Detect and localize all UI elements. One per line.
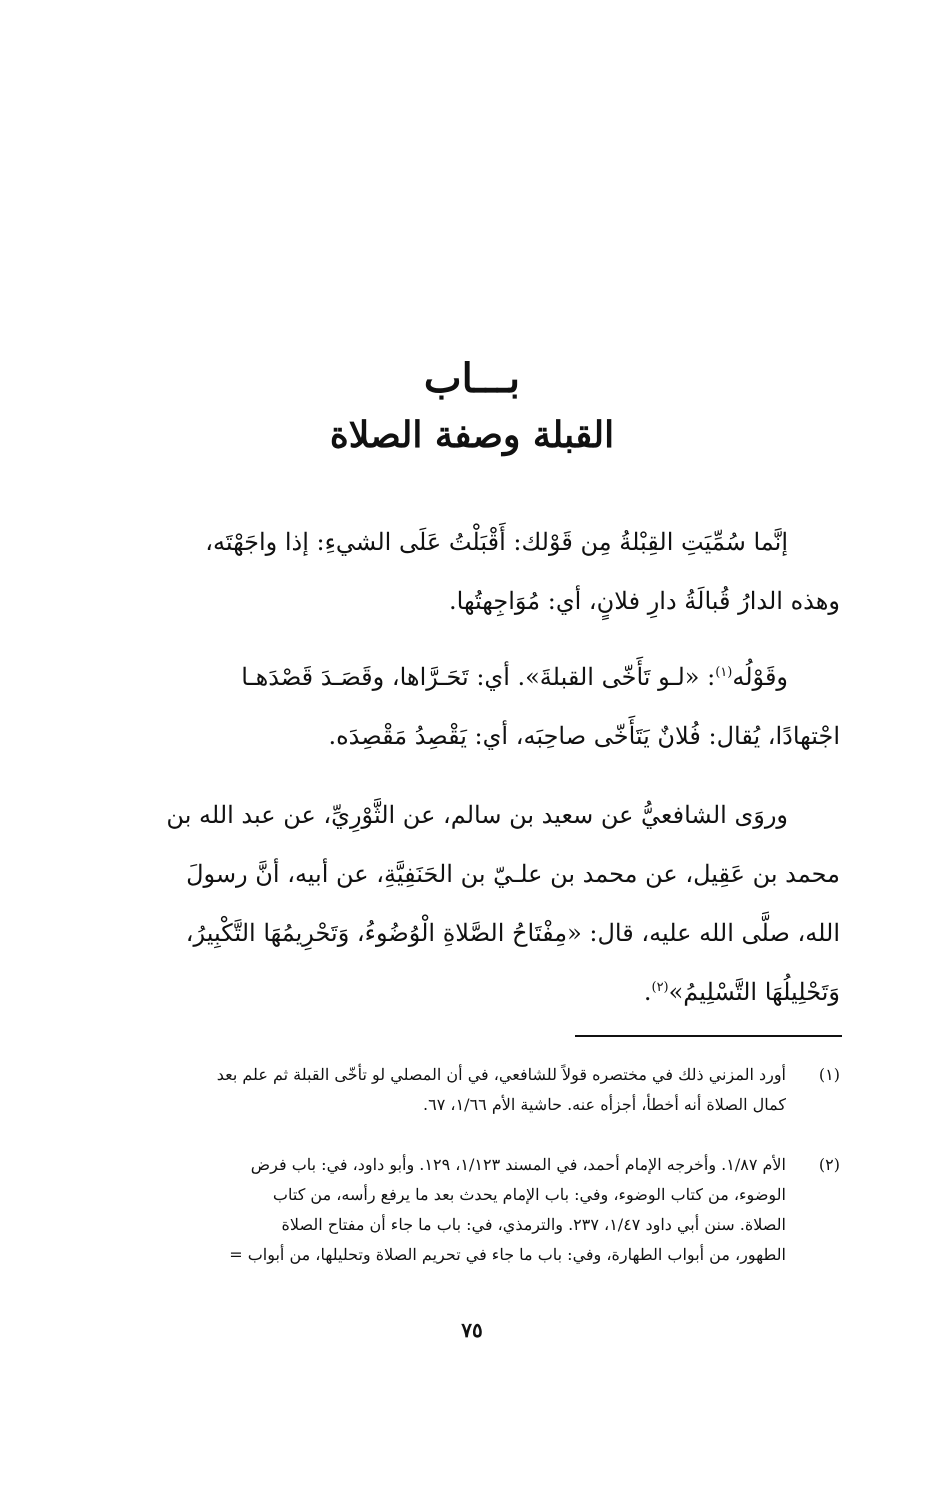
footnote-1 <box>138 1060 840 1120</box>
footnote-text <box>138 1060 786 1120</box>
footnote-line: الوضوء، من كتاب الوضوء، وفي: باب الإمام يحدث بعد ما يرفع رأسه، من كتاب <box>272 1185 786 1204</box>
paragraph-qibla-meaning <box>138 513 840 631</box>
paragraph-text: وقَوْلُه <box>732 663 788 691</box>
footnote-line: كمال الصلاة أنه أخطأ، أجزأه عنه. حاشية الأم ١/٦٦، ٦٧. <box>423 1095 786 1114</box>
paragraph-line: وهذه الدارُ قُبالَةُ دارِ فلانٍ، أي: مُوَاجِهتُها. <box>449 587 840 615</box>
footnote-number: (١) <box>818 1065 840 1084</box>
footnote-line: الأم ١/٨٧. وأخرجه الإمام أحمد، في المسند ١/١٢٣، ١٢٩. وأبو داود، في: باب فرض <box>250 1155 786 1174</box>
paragraph-text: وَتَحْلِيلُهَا التَّسْلِيمُ» <box>668 978 840 1006</box>
footnote-ref-1[interactable]: (١) <box>715 665 733 680</box>
paragraph-line: إنَّما سُمِّيَتِ القِبْلةُ مِن قَوْلك: أَقْبَلْتُ عَلَى الشيءِ: إذا واجَهْتَه، <box>205 528 788 556</box>
footnote-line: أورد المزني ذلك في مختصره قولاً للشافعي، في أن المصلي لو تأخّى القبلة ثم علم بعد <box>216 1065 786 1084</box>
paragraph-text: : «لـو تَأَخّى القبلةَ». أي: تَحَـرَّاها، وقَصَـدَ قَصْدَهـا <box>241 663 716 691</box>
paragraph-line: وروَى الشافعيُّ عن سعيد بن سالم، عن الثَّوْرِيِّ، عن عبد الله بن <box>166 801 788 829</box>
chapter-heading-bab: بـــاب <box>423 355 521 402</box>
paragraph-line <box>138 648 840 707</box>
footnote-ref-2[interactable]: (٢) <box>651 980 669 995</box>
paragraph-hadith <box>138 786 840 1022</box>
paragraph-takhakhi <box>138 648 840 766</box>
footnote-line: الصلاة. سنن أبي داود ١/٤٧، ٢٣٧. والترمذي، في: باب ما جاء أن مفتاح الصلاة <box>281 1215 786 1234</box>
footnote-2 <box>138 1150 840 1270</box>
footnote-number: (٢) <box>818 1155 840 1174</box>
page-number: ٧٥ <box>461 1318 483 1342</box>
paragraph-line: اجْتهادًا، يُقال: فُلانٌ يَتَأَخّى صاحِبَه، أي: يَقْصِدُ مَقْصِدَه. <box>328 722 840 750</box>
chapter-title: القبلة وصفة الصلاة <box>329 414 615 456</box>
paragraph-text: . <box>643 978 652 1006</box>
paragraph-line: الله، صلَّى الله عليه، قال: «مِفْتَاحُ الصَّلاةِ الْوُضُوءُ، وَتَحْرِيمُهَا التَّكْبِيرُ، <box>185 919 840 947</box>
footnote-line: الطهور، من أبواب الطهارة، وفي: باب ما جاء في تحريم الصلاة وتحليلها، من أبواب = <box>229 1245 786 1264</box>
paragraph-line <box>138 963 840 1022</box>
footnote-divider <box>575 1035 842 1037</box>
footnote-text <box>138 1150 786 1270</box>
paragraph-line: محمد بن عَقِيل، عن محمد بن علـيّ بن الحَنَفِيَّةِ، عن أبيه، أنَّ رسولَ <box>186 860 840 888</box>
